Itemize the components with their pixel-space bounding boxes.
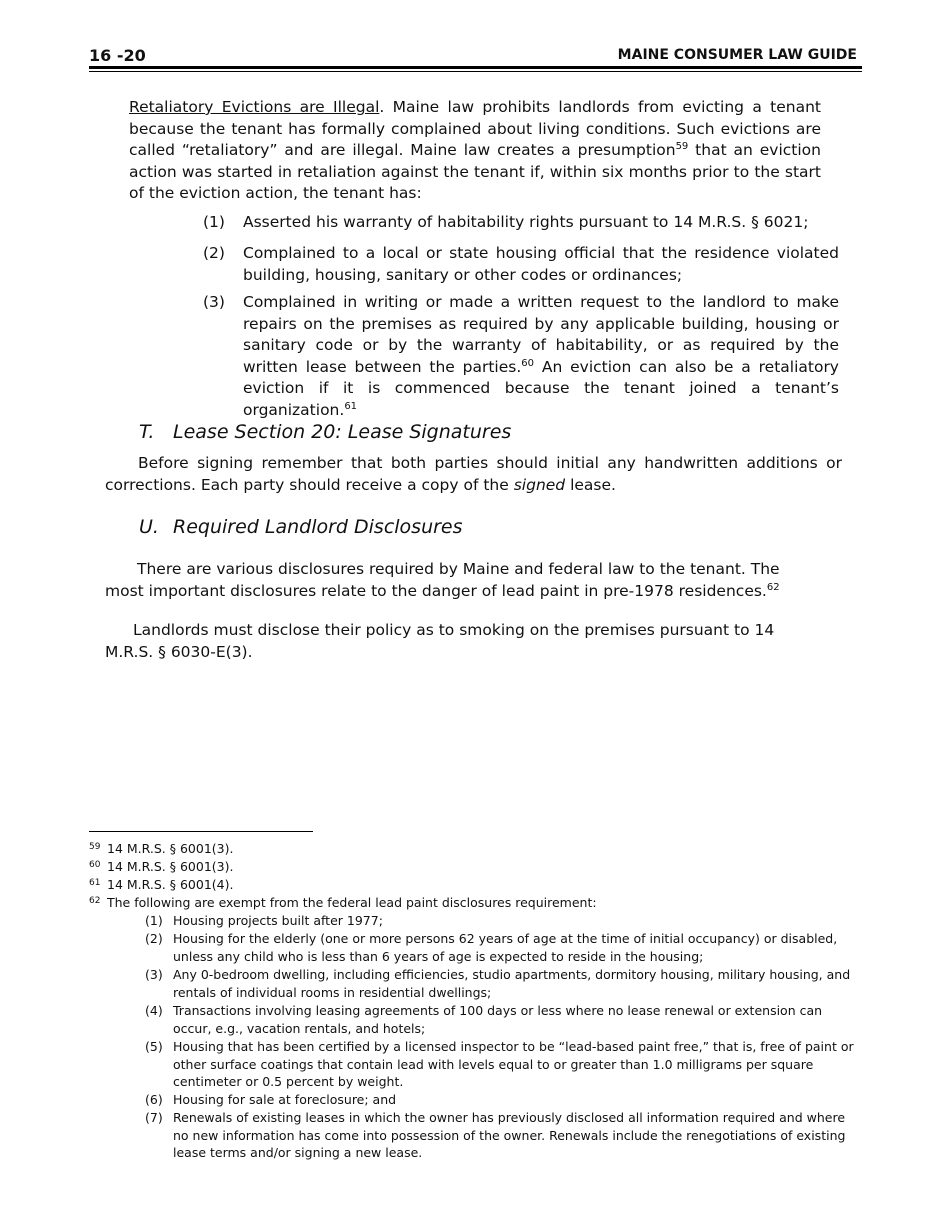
list-item-text [243, 292, 839, 421]
list-item-number: (1) [203, 213, 225, 231]
list-item-number: (2) [203, 244, 225, 262]
exemption-number: (2) [145, 931, 163, 946]
section-u-heading [139, 515, 463, 539]
list-item-number: (3) [203, 293, 225, 311]
footnote-separator [89, 831, 313, 832]
header-rule-thin [89, 71, 862, 72]
list-item [203, 212, 839, 236]
section-t-title: Lease Section 20: Lease Signatures [173, 421, 512, 443]
section-t-letter: T. [139, 421, 155, 443]
section-u-title: Required Landlord Disclosures [173, 516, 463, 538]
section-t-heading [139, 420, 511, 444]
exemption-text: Renewals of existing leases in which the owner has previously disclosed all information required and where no new information has come into possession of the owner. Renewals include the renegotiations of existing lease terms and/or signing a new lease. [173, 1110, 846, 1160]
section-t-body-1: Before signing remember that both parties should initial any handwritten additions or corrections. Each party should receive a copy of the [105, 454, 842, 494]
retaliatory-paragraph [129, 97, 821, 205]
list-item [203, 292, 839, 419]
footnote: 62 The following are exempt from the federal lead paint disclosures requirement: [89, 895, 597, 910]
exemption-number: (6) [145, 1092, 163, 1107]
exemption-text: Transactions involving leasing agreements of 100 days or less where no lease renewal or extension can occur, e.g., vacation rentals, and hotels; [173, 1003, 823, 1036]
exemption-number: (4) [145, 1003, 163, 1018]
retaliatory-body-2: that an eviction action was started in retaliation against the tenant if, within six months prior to the start of the eviction action, the tenant has: [129, 141, 821, 202]
footnote-ref-61[interactable]: 61 [344, 400, 358, 412]
exemption-text: Housing projects built after 1977; [173, 913, 383, 928]
footnote: 60 14 M.R.S. § 6001(3). [89, 859, 234, 874]
list-item-text: Asserted his warranty of habitability rights pursuant to 14 M.R.S. § 6021; [243, 213, 809, 231]
exemption-number: (5) [145, 1039, 163, 1054]
section-t-body-2: lease. [565, 475, 616, 494]
section-u-paragraph-2 [105, 620, 825, 663]
page-header [89, 44, 861, 66]
list-item-text-part-2: An eviction can also be a retaliatory eviction if it is commenced because the tenant joined a tenant’s organization. [243, 357, 839, 419]
exemption-text: Housing that has been certified by a licensed inspector to be “lead-based paint free,” that is, free of paint or other surface coatings that contain lead with levels equal to or greater than 1.0 milligrams per square centimeter or 0.5 percent by weight. [173, 1039, 854, 1089]
exemption-number: (1) [145, 913, 163, 928]
exemption-number: (3) [145, 967, 163, 982]
section-u-paragraph-1 [105, 559, 805, 602]
list-item-text: Complained to a local or state housing official that the residence violated building, housing, sanitary or other codes or ordinances; [243, 244, 839, 284]
retaliatory-title: Retaliatory Evictions are Illegal [129, 98, 380, 116]
retaliatory-body-1: . Maine law prohibits landlords from evicting a tenant because the tenant has formally complained about living conditions. Such evictions are called “retaliatory” and are illegal. Maine law creates a presumption [129, 98, 822, 159]
footnote-text: 14 M.R.S. § 6001(4). [107, 877, 234, 892]
section-u-para-1-text: There are various disclosures required by Maine and federal law to the tenant. The most important disclosures relate to the danger of lead paint in pre-1978 residences. [105, 560, 780, 600]
exemption-text: Any 0-bedroom dwelling, including efficiencies, studio apartments, dormitory housing, military housing, and rentals of individual rooms in residential dwellings; [173, 967, 851, 1000]
section-t-paragraph [105, 453, 842, 496]
exemption-number: (7) [145, 1110, 163, 1125]
footnote-ref-59[interactable]: 59 [675, 141, 689, 152]
exemption-text: Housing for sale at foreclosure; and [173, 1092, 397, 1107]
footnote-ref-60[interactable]: 60 [521, 357, 535, 369]
footnote-ref-62[interactable]: 62 [766, 581, 780, 593]
footnote-text: 14 M.R.S. § 6001(3). [107, 841, 234, 856]
section-u-para-2-text: Landlords must disclose their policy as to smoking on the premises pursuant to 14 M.R.S. § 6030-E(3). [105, 621, 775, 661]
section-u-letter: U. [139, 516, 159, 538]
guide-title: MAINE CONSUMER LAW GUIDE [617, 47, 857, 63]
header-rule [89, 66, 862, 69]
list-item [203, 243, 839, 287]
footnote: 61 14 M.R.S. § 6001(4). [89, 877, 234, 892]
exemption-text: Housing for the elderly (one or more persons 62 years of age at the time of initial occupancy) or disabled, unless any child who is less than 6 years of age is expected to reside in the housing; [173, 931, 838, 964]
list-item-text-part-1: Complained in writing or made a written request to the landlord to make repairs on the premises as required by any applicable building, housing or sanitary code or by the warranty of habitability, or as required by the written lease between the parties. [243, 293, 839, 376]
footnote-text: 14 M.R.S. § 6001(3). [107, 859, 234, 874]
page-number: 16 -20 [89, 46, 146, 65]
footnote-text: The following are exempt from the federal lead paint disclosures requirement: [107, 895, 597, 910]
footnote: 59 14 M.R.S. § 6001(3). [89, 841, 234, 856]
section-t-emphasis: signed [513, 475, 566, 494]
